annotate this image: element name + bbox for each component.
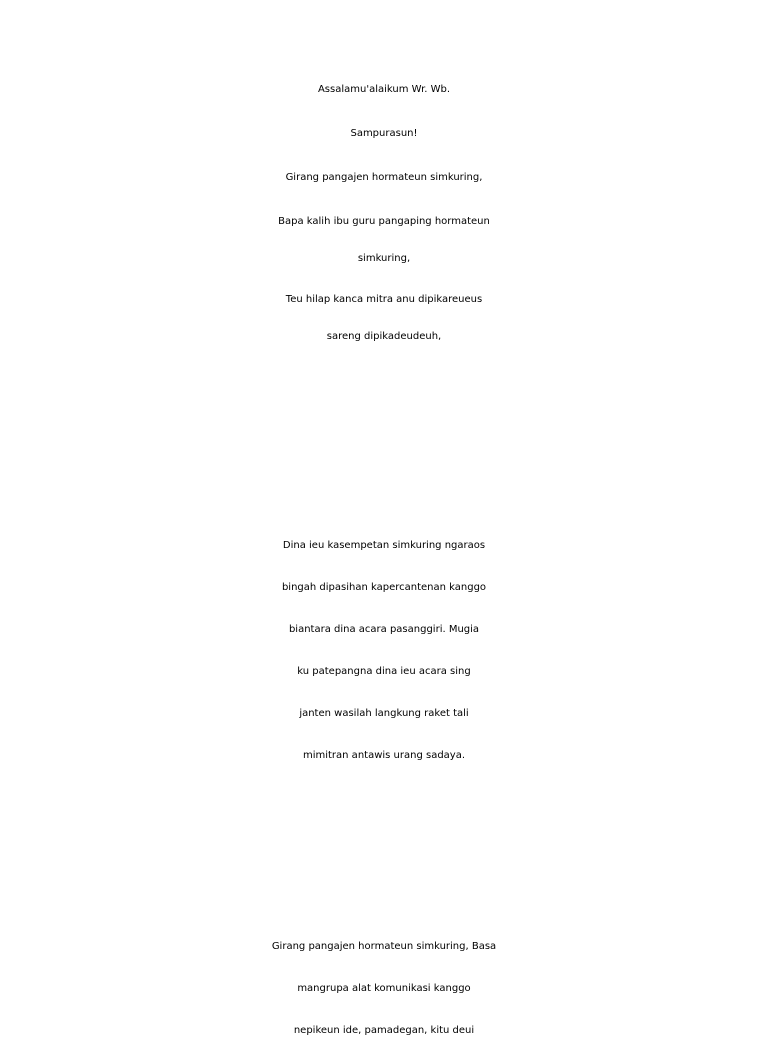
paragraph-line: ku patepangna dina ieu acara sing xyxy=(297,666,471,677)
greeting-line: Sampurasun! xyxy=(350,128,418,139)
paragraph-opening xyxy=(0,525,768,777)
paragraph-line: Dina ieu kasempetan simkuring ngaraos xyxy=(282,540,486,551)
greeting-line: Girang pangajen hormateun simkuring, xyxy=(285,172,483,183)
paragraph-line: mimitran antawis urang sadaya. xyxy=(302,750,466,761)
paragraph-line: biantara dina acara pasanggiri. Mugia xyxy=(288,624,480,635)
paragraph-body xyxy=(0,926,768,1052)
greeting-line: Assalamu'alaikum Wr. Wb. xyxy=(317,84,451,95)
paragraph-line: mangrupa alat komunikasi kanggo xyxy=(297,983,471,994)
paragraph-line: nepikeun ide, pamadegan, kitu deui xyxy=(293,1025,475,1036)
paragraph-line: janten wasilah langkung raket tali xyxy=(299,708,469,719)
paragraph-line: bingah dipasihan kapercantenan kanggo xyxy=(281,582,487,593)
greeting-line: Bapa kalih ibu guru pangaping hormateun xyxy=(278,216,490,227)
greeting-line: Teu hilap kanca mitra anu dipikareueus xyxy=(285,294,483,305)
greeting-block xyxy=(0,68,768,356)
greeting-line: sareng dipikadeudeuh, xyxy=(326,331,442,342)
greeting-line: simkuring, xyxy=(357,253,411,264)
paragraph-line: Girang pangajen hormateun simkuring, Basa xyxy=(271,941,497,952)
